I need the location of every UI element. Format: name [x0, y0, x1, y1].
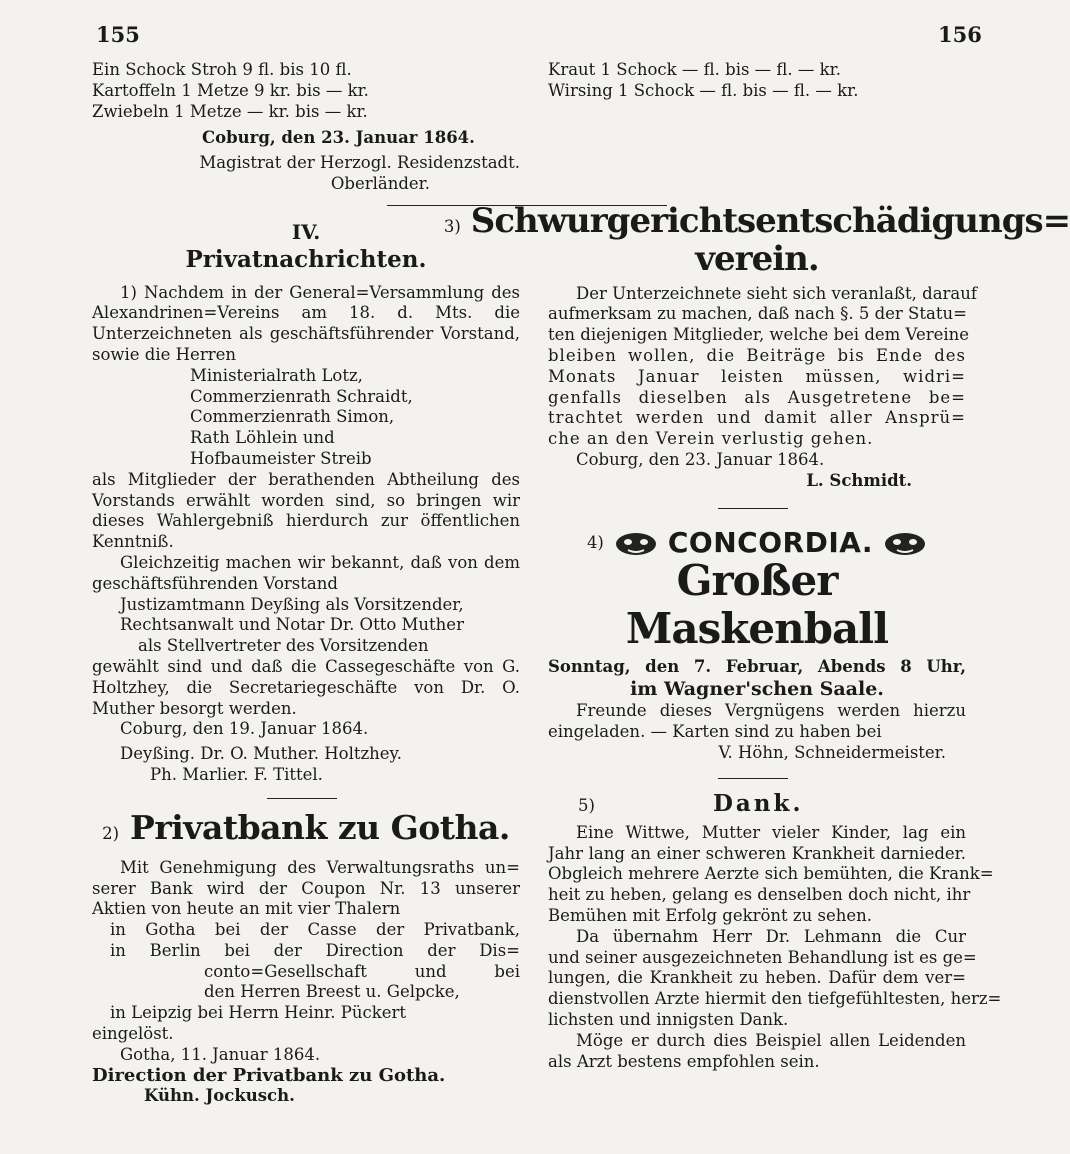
concordia-title: CONCORDIA.	[667, 526, 874, 560]
price-line: Wirsing 1 Schock — fl. bis — fl. — kr.	[548, 80, 859, 100]
mask-icon	[614, 531, 658, 557]
name-line: Ministerialrath Lotz,	[190, 365, 363, 385]
divider	[718, 778, 788, 779]
text-line: geschäftsführenden Vorstand	[92, 573, 338, 593]
notice-number: 5)	[578, 795, 595, 815]
text-line: Freunde dieses Vergnügens werden hierzu	[576, 701, 966, 721]
text-line: genfalls dieselben als Ausgetretene be=	[548, 387, 966, 407]
text-line: eingelöst.	[92, 1024, 174, 1044]
text-line: serer Bank wird der Coupon Nr. 13 unserer	[92, 878, 520, 898]
name-line: Hofbaumeister Streib	[190, 448, 372, 468]
text-line: in Leipzig bei Herrn Heinr. Pückert	[110, 1003, 407, 1023]
notice-date: Coburg, den 23. Januar 1864.	[202, 128, 475, 148]
text-line: sowie die Herren	[92, 344, 236, 364]
text-line: eingeladen. — Karten sind zu haben bei	[548, 722, 882, 742]
divider	[718, 508, 788, 509]
notice-date: Coburg, den 19. Januar 1864.	[120, 719, 369, 739]
text-line: den Herren Breest u. Gelpcke,	[204, 982, 460, 1002]
concordia-header	[548, 526, 966, 560]
text-line: dienstvollen Arzte hiermit den tiefgefühltesten, herz=	[548, 989, 1002, 1009]
page-number-left: 155	[96, 22, 140, 47]
text-line: Obgleich mehrere Aerzte sich bemühten, die Krank=	[548, 864, 994, 884]
maskenball-title: Großer Maskenball	[625, 555, 889, 653]
signatures: Deyßing. Dr. O. Muther. Holtzhey.	[120, 744, 402, 764]
page-number-right: 156	[938, 22, 982, 47]
price-line: Kraut 1 Schock — fl. bis — fl. — kr.	[548, 60, 841, 79]
signature-bank: Direction der Privatbank zu Gotha.	[92, 1064, 446, 1086]
event-date: Sonntag, den 7. Februar, Abends 8 Uhr,	[548, 656, 966, 676]
heading-dank	[548, 789, 966, 819]
text-line: bleiben wollen, die Beiträge bis Ende des	[548, 345, 966, 365]
mask-icon	[883, 531, 927, 557]
signature: L. Schmidt.	[806, 470, 912, 490]
text-line: in Gotha bei der Casse der Privatbank,	[110, 920, 520, 940]
text-line: lichsten und innigsten Dank.	[548, 1009, 789, 1029]
text-line: Der Unterzeichnete sieht sich veranlaßt, darauf	[576, 283, 977, 303]
name-line: Rath Löhlein und	[190, 428, 335, 448]
price-line: Ein Schock Stroh 9 fl. bis 10 fl.	[92, 60, 352, 79]
text-line: conto=Gesellschaft und bei	[204, 961, 520, 981]
text-line: gewählt sind und daß die Cassegeschäfte von G.	[92, 656, 520, 676]
text-line: Vorstands erwählt worden sind, so bringen wir	[92, 490, 520, 510]
right-column	[443, 60, 1070, 1072]
price-line: Kartoffeln 1 Metze 9 kr. bis — kr.	[92, 80, 369, 100]
signature: V. Höhn, Schneidermeister.	[718, 742, 946, 762]
signer: Oberländer.	[330, 173, 430, 193]
heading-text: Schwurgerichtsentschädigungs=	[470, 200, 1070, 241]
signers: Kühn. Jockusch.	[144, 1086, 295, 1106]
text-line: Mit Genehmigung des Verwaltungsraths un=	[120, 857, 520, 877]
heading-privatbank	[92, 808, 520, 854]
text-line: lungen, die Krankheit zu heben. Dafür dem ver=	[548, 968, 966, 988]
name-line: Commerzienrath Schraidt,	[190, 386, 413, 406]
signatures: Ph. Marlier. F. Tittel.	[150, 764, 323, 784]
text-line: Gleichzeitig machen wir bekannt, daß von dem	[120, 552, 520, 572]
text-line: Aktien von heute an mit vier Thalern	[92, 899, 401, 919]
heading-text: Dank.	[712, 789, 804, 817]
text-line: heit zu heben, gelang es denselben doch nicht, ihr	[548, 885, 971, 905]
text-line: als Mitglieder der berathenden Abtheilung des	[92, 469, 520, 489]
text-line: Jahr lang an einer schweren Krankheit darnieder.	[548, 843, 966, 863]
heading-schwurgericht	[443, 200, 1070, 241]
text-line: Rechtsanwalt und Notar Dr. Otto Muther	[120, 615, 464, 635]
heading-text: Privatbank zu Gotha.	[130, 807, 510, 847]
text-line: che an den Verein verlustig gehen.	[548, 429, 874, 449]
text-line: Justizamtmann Deyßing als Vorsitzender,	[120, 594, 464, 614]
text-line: Möge er durch dies Beispiel allen Leidenden	[576, 1030, 966, 1050]
heading-text-2: verein.	[695, 238, 819, 279]
section-title: Privatnachrichten.	[185, 245, 427, 273]
divider	[267, 798, 337, 799]
notice-number: 4)	[586, 533, 604, 553]
notice-date: Coburg, den 23. Januar 1864.	[576, 449, 825, 469]
text-line: Muther besorgt werden.	[92, 698, 297, 718]
text-line: 1) Nachdem in der General=Versammlung des	[120, 282, 520, 302]
authority: Magistrat der Herzogl. Residenzstadt.	[199, 153, 520, 173]
notice-number: 2)	[102, 823, 120, 843]
text-line: Alexandrinen=Vereins am 18. d. Mts. die	[92, 303, 520, 323]
text-line: aufmerksam zu machen, daß nach §. 5 der Statu=	[548, 304, 967, 324]
text-line: in Berlin bei der Direction der Dis=	[110, 940, 520, 960]
text-line: trachtet werden und damit aller Ansprü=	[548, 408, 966, 428]
text-line: als Arzt bestens empfohlen sein.	[548, 1051, 820, 1071]
text-line: dieses Wahlergebniß hierdurch zur öffentlichen	[92, 511, 520, 531]
text-line: Eine Wittwe, Mutter vieler Kinder, lag ein	[576, 822, 966, 842]
notice-date: Gotha, 11. Januar 1864.	[120, 1044, 321, 1064]
text-line: als Stellvertreter des Vorsitzenden	[138, 636, 429, 656]
name-line: Commerzienrath Simon,	[190, 407, 395, 427]
text-line: Da übernahm Herr Dr. Lehmann die Cur	[576, 926, 966, 946]
text-line: ten diejenigen Mitglieder, welche bei dem Vereine	[548, 325, 970, 345]
price-line: Zwiebeln 1 Metze — kr. bis — kr.	[92, 101, 368, 121]
text-line: Unterzeichneten als geschäftsführender Vorstand,	[92, 324, 520, 344]
text-line: Kenntniß.	[92, 532, 174, 552]
notice-number: 3)	[443, 216, 461, 236]
event-venue: im Wagner'schen Saale.	[630, 678, 884, 701]
section-number: IV.	[291, 219, 321, 244]
text-line: und seiner ausgezeichneten Behandlung ist es ge=	[548, 947, 977, 967]
text-line: Holtzhey, die Secretariegeschäfte von Dr. O.	[92, 677, 520, 697]
text-line: Bemühen mit Erfolg gekrönt zu sehen.	[548, 905, 872, 925]
text-line: Monats Januar leisten müssen, widri=	[548, 366, 966, 386]
